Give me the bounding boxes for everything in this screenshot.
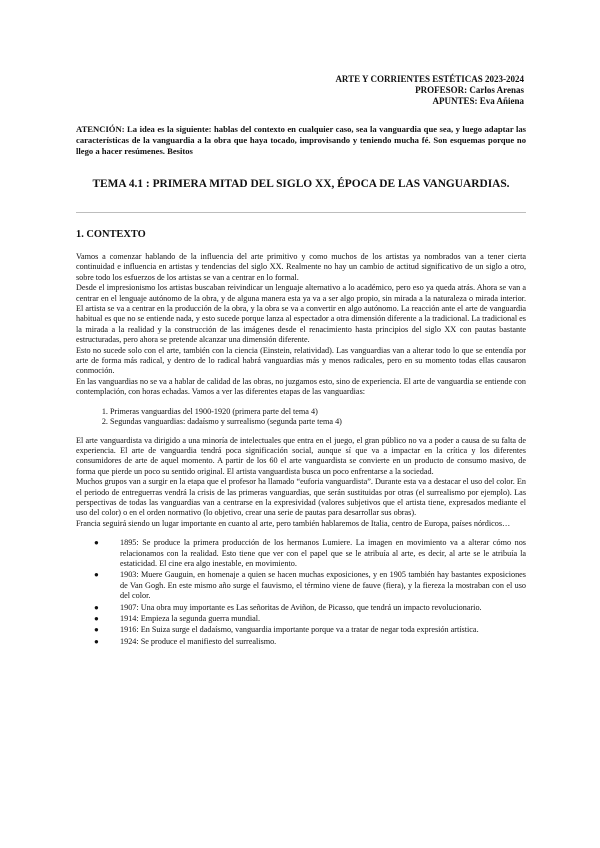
- event-text: 1916: En Suiza surge el dadaísmo, vanguardia importante porque va a tratar de negar toda expresión artística.: [120, 625, 479, 635]
- vanguard-stages-list: [76, 407, 526, 428]
- paragraph: Francia seguirá siendo un lugar importante en cuanto al arte, pero también hablaremos de Italia, centro de Europa, países nórdicos…: [76, 518, 511, 528]
- list-item: [94, 538, 526, 569]
- bullet-icon: ●: [94, 625, 99, 635]
- list-item: 1. Primeras vanguardias del 1900-1920 (primera parte del tema 4): [110, 407, 526, 417]
- bullet-icon: ●: [94, 538, 99, 548]
- bullet-icon: ●: [94, 636, 99, 646]
- professor-label: PROFESOR: [415, 85, 465, 95]
- timeline-list: [76, 538, 526, 647]
- paragraph: Vamos a comenzar hablando de la influencia del arte primitivo y como muchos de los artistas ya nombrados van a tener cierta continuidad e influencia en artistas y tendencias del siglo XX. Realmente no hay un cambio de actitud significativo de un siglo a otro, sobre todo los esfuerzos de los artistas se van a centrar en lo formal.: [76, 252, 526, 282]
- bullet-icon: ●: [94, 614, 99, 623]
- document-header: [335, 74, 524, 107]
- list-item: [94, 625, 526, 635]
- list-item: [94, 570, 526, 601]
- bullet-icon: ●: [94, 602, 99, 612]
- bullet-icon: ●: [94, 570, 99, 580]
- paragraph: Esto no sucede solo con el arte, también con la ciencia (Einstein, relatividad). Las vanguardias van a alterar todo lo que se entendía por arte de forma más radical, y dentro de lo radical habrá vanguardias más y menos radicales, pero en su momento todas ellas causaron conmoción.: [76, 345, 526, 376]
- horizontal-divider: [76, 212, 526, 213]
- attention-text: : La idea es la siguiente: hablas del contexto en cualquier caso, sea la vanguardia que sea, y luego adaptar las características de la vanguardia a la obra que haya tocado, improvisando y teniendo mucha fé. Son esquemas porque no llego a hacer resúmenes. Besitos: [76, 124, 526, 157]
- paragraph: Desde el impresionismo los artistas buscaban reivindicar un lenguaje alternativo a lo académico, pero eso ya queda atrás. Ahora se van a centrar en el lenguaje autónomo de la obra, y de alguna manera esta ya va a ser algo propio, sin mirada a la naturaleza o mirada interior. El artista se va a centrar en la producción de la obra, y la obra se va a convertir en algo autónomo. La reacción ante el arte de vanguardia habitual es que no se entiende nada, y esto sucede porque lanza al espectador a otra dimensión diferente a la tradicional. La tradicional es la mirada a la realidad y la construcción de las imágenes desde el renacimiento hasta principios del siglo XX con pautas bastante estructuradas, pero ahora se pretende alcanzar una dimensión diferente.: [76, 283, 526, 345]
- notes-label: APUNTES: [432, 96, 475, 106]
- list-item: [94, 614, 526, 624]
- professor-name: : Carlos Arenas: [464, 85, 524, 95]
- document-title: TEMA 4.1 : PRIMERA MITAD DEL SIGLO XX, ÉPOCA DE LAS VANGUARDIAS.: [92, 178, 510, 190]
- list-item: [94, 602, 526, 613]
- list-item: 2. Segundas vanguardias: dadaísmo y surrealismo (segunda parte tema 4): [110, 417, 526, 427]
- attention-label: ATENCIÓN: [76, 124, 122, 134]
- event-text: 1907: Una obra muy importante es Las señoritas de Aviñon, de Picasso, que tendrá un impacto revolucionario.: [120, 602, 482, 612]
- section-body: [76, 252, 526, 648]
- event-text: 1914: Empieza la segunda guerra mundial.: [120, 614, 261, 623]
- professor-line: [335, 85, 524, 96]
- paragraph: El arte vanguardista va dirigido a una minoría de intelectuales que entra en el juego, el gran público no va a poder a causa de su falta de experiencia. El arte de vanguardia tendrá poca significación social, aunque sí que va a impactar en la crítica y los diferentes consumidores de arte de aquel momento. A partir de los 60 el arte vanguardista se convierte en un producto de consumo masivo, de forma que pierde un poco su sentido original. El artista vanguardista busca un poco enfrentarse a la sociedad.: [76, 435, 526, 476]
- attention-note: [76, 124, 526, 158]
- event-text: 1903: Muere Gauguin, en homenaje a quien se hacen muchas exposiciones, y en 1905 también hay bastantes exposiciones de Van Gogh. En este mismo año surge el fauvismo, el término viene de fauve (fiera), y la fiereza la mostraban con el uso del color.: [120, 570, 526, 601]
- section-heading: 1. CONTEXTO: [76, 229, 146, 240]
- event-text: 1895: Se produce la primera producción de los hermanos Lumiere. La imagen en movimiento va a alterar cómo nos relacionamos con la realidad. Esto tiene que ver con el papel que se le atribuía al arte, es decir, al arte se le atribuía la estaticidad. El cine era algo inestable, en movimiento.: [120, 538, 526, 568]
- paragraph: En las vanguardias no se va a hablar de calidad de las obras, no juzgamos esto, sino de experiencia. El arte de vanguardia se entiende con contemplación, con horas echadas. Vamos a ver las diferentes etapas de las vanguardias:: [76, 376, 526, 397]
- notes-author-line: [335, 96, 524, 107]
- notes-author: : Eva Añiena: [474, 96, 524, 106]
- course-title: ARTE Y CORRIENTES ESTÉTICAS 2023-2024: [335, 74, 524, 84]
- list-item: [94, 636, 526, 647]
- paragraph: Muchos grupos van a surgir en la etapa que el profesor ha llamado “euforia vanguardista”. Durante esta va a destacar el uso del color. En el periodo de entreguerras vendrá la crisis de las primeras vanguardias, que serán sustituidas por otras (el surrealismo por ejemplo). Las perspectivas de todas las vanguardias van a centrarse en la expresividad (valores subjetivos que el artista tiene, expresados mediante el uso del color) o en el orden normativo (lo objetivo, crear una serie de pautas para desarrollar sus obras).: [76, 477, 526, 518]
- event-text: 1924: Se produce el manifiesto del surrealismo.: [120, 636, 277, 646]
